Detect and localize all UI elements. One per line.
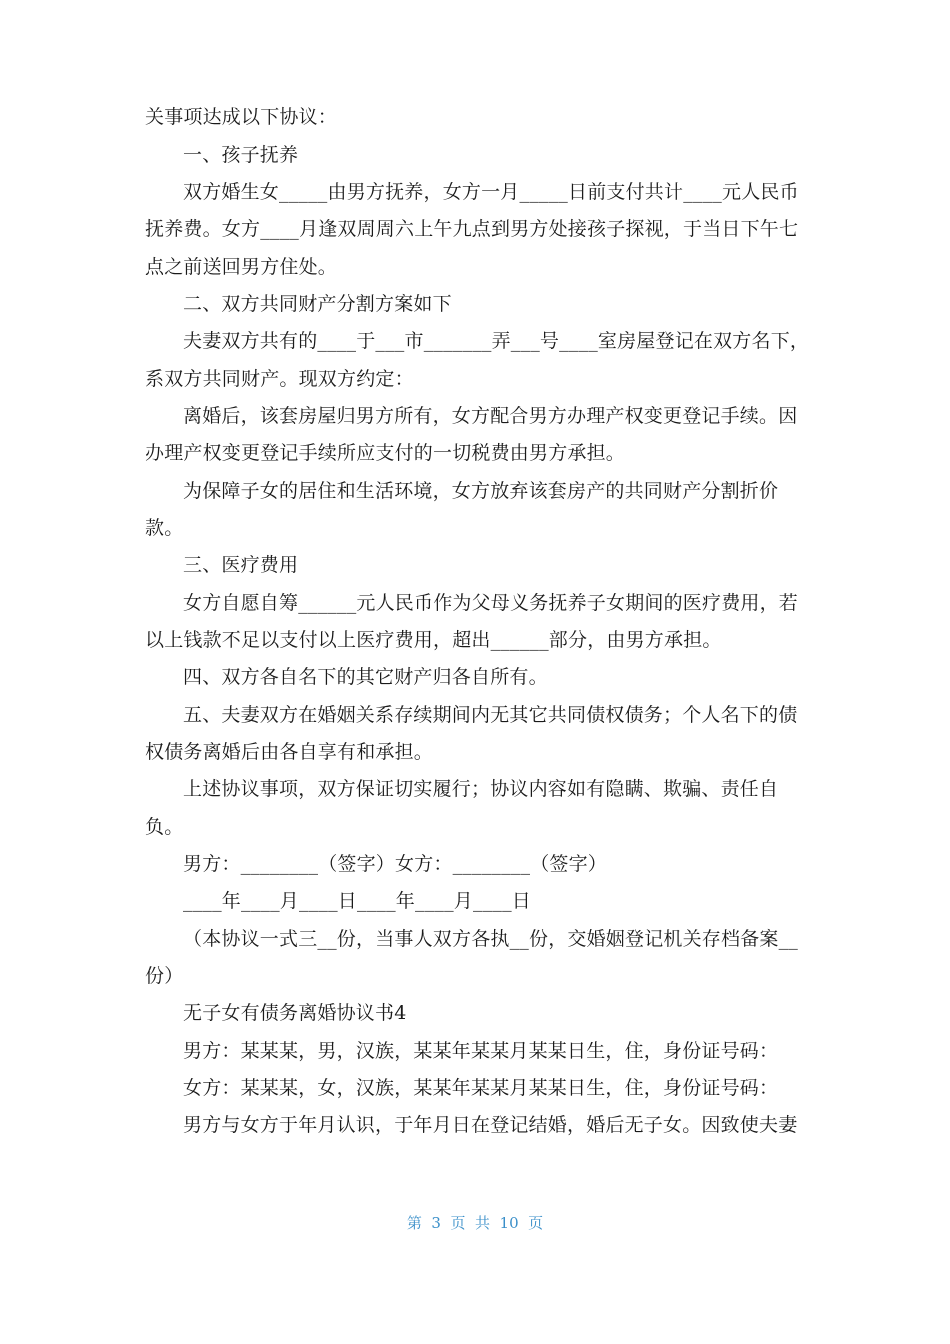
text-line: 关事项达成以下协议： <box>145 106 338 128</box>
text-line: 负。 <box>145 816 184 838</box>
text-line: 离婚后，该套房屋归男方所有，女方配合男方办理产权变更登记手续。因 <box>183 405 798 427</box>
text-line: 女方自愿自筹______元人民币作为父母义务抚养子女期间的医疗费用，若 <box>183 592 799 614</box>
section-heading: 五、夫妻双方在婚姻关系存续期间内无其它共同债权债务；个人名下的债 <box>183 704 798 726</box>
section-heading: 一、孩子抚养 <box>183 144 299 166</box>
date-line: ____年____月____日____年____月____日 <box>183 890 532 912</box>
text-line: 男方与女方于年月认识，于年月日在登记结婚，婚后无子女。因致使夫妻 <box>183 1114 798 1136</box>
section-heading: 四、双方各自名下的其它财产归各自所有。 <box>183 666 548 688</box>
text-line: 以上钱款不足以支付以上医疗费用，超出______部分，由男方承担。 <box>145 629 722 651</box>
text-line: 份） <box>145 965 184 987</box>
party-info-male: 男方：某某某，男，汉族，某某年某某月某某日生，住，身份证号码： <box>183 1040 779 1062</box>
party-info-female: 女方：某某某，女，汉族，某某年某某月某某日生，住，身份证号码： <box>183 1077 779 1099</box>
text-line: 权债务离婚后由各自享有和承担。 <box>145 741 434 763</box>
text-line: 点之前送回男方住处。 <box>145 256 338 278</box>
text-line: 系双方共同财产。现双方约定： <box>145 368 414 390</box>
text-line: （本协议一式三__份，当事人双方各执__份，交婚姻登记机关存档备案__ <box>183 928 799 950</box>
page-number: 第 3 页 共 10 页 <box>406 1214 544 1232</box>
section-heading: 二、双方共同财产分割方案如下 <box>183 293 452 315</box>
text-line: 为保障子女的居住和生活环境，女方放弃该套房产的共同财产分割折价 <box>183 480 779 502</box>
text-line: 款。 <box>145 517 184 539</box>
text-line: 夫妻双方共有的____于___市_______弄___号____室房屋登记在双方名下， <box>183 330 810 352</box>
document-title: 无子女有债务离婚协议书4 <box>183 1002 407 1024</box>
section-heading: 三、医疗费用 <box>183 554 299 576</box>
text-line: 双方婚生女_____由男方抚养，女方一月_____日前支付共计____元人民币 <box>183 181 799 203</box>
text-line: 上述协议事项，双方保证切实履行；协议内容如有隐瞒、欺骗、责任自 <box>183 778 779 800</box>
text-line: 办理产权变更登记手续所应支付的一切税费由男方承担。 <box>145 442 626 464</box>
text-line: 抚养费。女方____月逢双周周六上午九点到男方处接孩子探视，于当日下午七 <box>145 218 799 240</box>
signature-line: 男方：________（签字）女方：________（签字） <box>183 853 608 875</box>
